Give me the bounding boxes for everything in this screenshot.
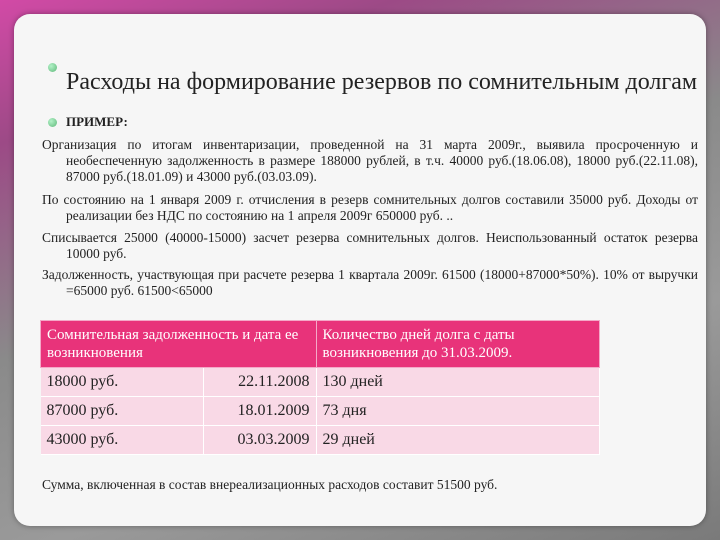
table-row <box>41 426 600 455</box>
slide <box>14 14 706 526</box>
bullet-icon <box>48 118 57 127</box>
bullet-icon <box>48 63 57 72</box>
amount-cell: 87000 руб. <box>41 397 204 426</box>
table-header-debt: Сомнительная задолженность и дата ее возникновения <box>41 321 317 368</box>
days-cell: 130 дней <box>316 368 599 397</box>
amount-cell: 43000 руб. <box>41 426 204 455</box>
amount-cell: 18000 руб. <box>41 368 204 397</box>
paragraph: Списывается 25000 (40000-15000) засчет резерва сомнительных долгов. Неиспользованный остаток резерва 10000 руб. <box>42 230 698 261</box>
example-label: ПРИМЕР: <box>66 114 128 129</box>
days-cell: 73 дня <box>316 397 599 426</box>
paragraph: Задолженность, участвующая при расчете резерва 1 квартала 2009г. 61500 (18000+87000*50%). 10% от выручки =65000 руб. 61500<65000 <box>42 267 698 298</box>
paragraph: Организация по итогам инвентаризации, проведенной на 31 марта 2009г., выявила просроченную и необеспеченную задолженность в размере 188000 рублей, в т.ч. 40000 руб.(18.06.08), 18000 руб.(22.11.08), 87000 руб.(18.01.09) и 43000 руб.(03.03.09). <box>42 137 698 184</box>
days-cell: 29 дней <box>316 426 599 455</box>
summary-text: Сумма, включенная в состав внереализационных расходов составит 51500 руб. <box>42 477 498 492</box>
table-row <box>41 397 600 426</box>
debt-table <box>40 320 600 455</box>
table-header-days: Количество дней долга с даты возникновения до 31.03.2009. <box>316 321 599 368</box>
paragraph: По состоянию на 1 января 2009 г. отчисления в резерв сомнительных долгов составили 35000 руб. Доходы от реализации без НДС по состоянию на 1 апреля 2009г 650000 руб. .. <box>42 192 698 223</box>
date-cell: 18.01.2009 <box>203 397 316 426</box>
slide-title: Расходы на формирование резервов по сомнительным долгам <box>66 69 698 95</box>
table-row <box>41 368 600 397</box>
date-cell: 22.11.2008 <box>203 368 316 397</box>
date-cell: 03.03.2009 <box>203 426 316 455</box>
